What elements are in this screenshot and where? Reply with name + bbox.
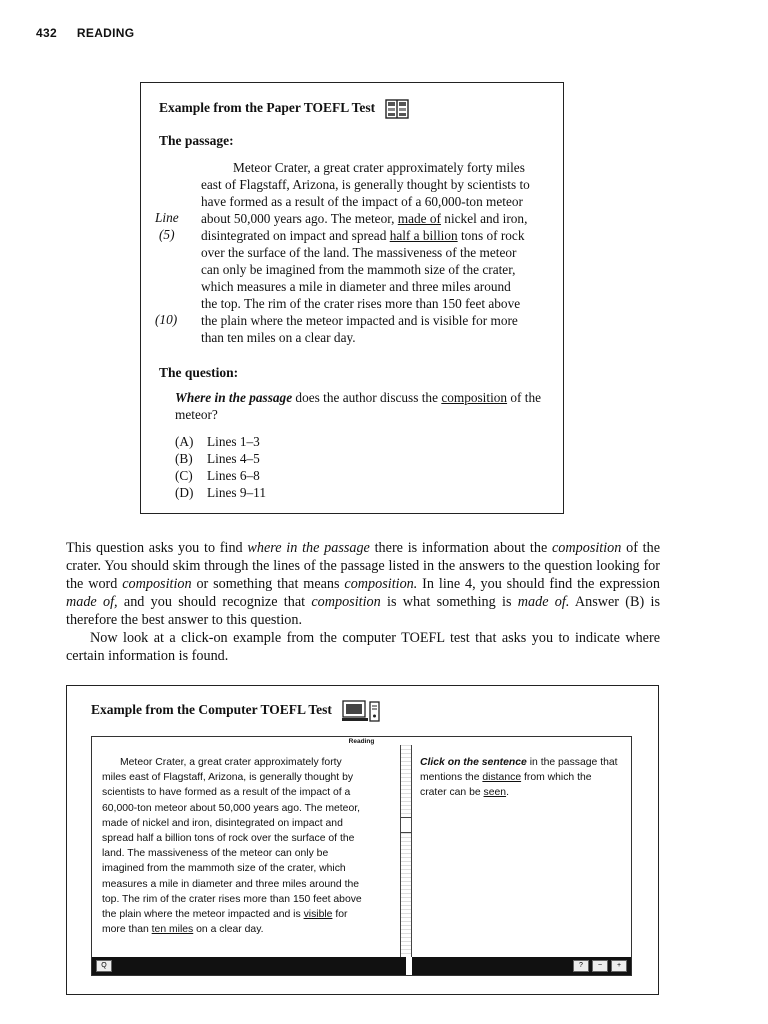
sentence[interactable]: top. The rim of the crater rises more than 150 feet above [102,893,362,905]
sentence[interactable]: imagined from the mammoth size of the crater, which [102,863,346,875]
underline-visible: visible [303,909,333,921]
sentence[interactable]: measures a mile in diameter and three miles around the [102,878,360,890]
paper-example-box [140,82,564,514]
computer-icon [341,700,381,722]
underline-ten-miles: ten miles [151,924,194,936]
choice-c[interactable]: (C) Lines 6–8 [175,468,260,483]
toolbar-divider [406,957,412,975]
computer-example-box [66,685,659,995]
line-marker-line: Line [155,210,179,225]
passage-line: disintegrated on impact and spread half a billion tons of rock [201,228,525,243]
quit-button[interactable]: Q [96,960,112,972]
passage-line: east of Flagstaff, Arizona, is generally thought by scientists to [201,177,530,192]
choice-b[interactable]: (B) Lines 4–5 [175,451,260,466]
choice-a[interactable]: (A) Lines 1–3 [175,434,260,449]
paper-passage [201,159,571,346]
passage-line: the top. The rim of the crater rises more than 150 feet above [201,296,521,311]
instruction-text: Click on the sentence in the passage that mentions the distance from which the crater can be seen. [420,757,618,798]
sentence[interactable]: spread half a billion tons of rock over the surface of the [102,833,355,845]
explanation-text [66,539,660,665]
test-screen [91,736,632,976]
underline-made-of: made of [397,211,441,226]
scrollbar-thumb[interactable] [401,817,411,833]
help-button[interactable]: ? [573,960,589,972]
underline-half-a-billion: half a billion [389,228,458,243]
answer-choices [175,433,266,501]
confirm-button[interactable]: ~ [592,960,608,972]
passage-label: The passage: [159,133,234,148]
page-header [36,26,134,40]
page-number: 432 [36,26,57,40]
explanation-paragraph-2: Now look at a click-on example from the computer TOEFL test that asks you to indicate where certain information is found. [66,630,660,664]
sentence[interactable]: the plain where the meteor impacted and is visible for [102,909,348,921]
passage-line: the plain where the meteor impacted and is visible for more [201,313,518,328]
question-text: Where in the passage does the author discuss the composition of the meteor? [175,390,542,422]
line-marker-5: (5) [159,227,175,242]
screen-passage [102,755,394,937]
passage-line: than ten miles on a clear day. [201,330,356,345]
sentence[interactable]: made of nickel and iron, disintegrated on impact and [102,817,343,829]
line-marker-10: (10) [155,312,178,327]
passage-line: can only be imagined from the mammoth size of the crater, [201,262,516,277]
passage-line: about 50,000 years ago. The meteor, made of nickel and iron, [201,211,528,226]
sentence[interactable]: miles east of Flagstaff, Arizona, is generally thought by [102,772,354,784]
sentence[interactable]: more than ten miles on a clear day. [102,924,264,936]
passage-line: over the surface of the land. The massiveness of the meteor [201,245,517,260]
sentence[interactable]: Meteor Crater, a great crater approximately forty [120,757,342,768]
screen-header: Reading [348,738,375,745]
sentence[interactable]: scientists to have formed as a result of the impact of a [102,787,351,799]
next-button[interactable]: + [611,960,627,972]
test-toolbar [92,957,631,975]
explanation-paragraph-1: This question asks you to find where in the passage there is information about the composition of the crater. You should skim through the lines of the passage listed in the answers to the question looking for the word composition or something that means composition. In line 4, you should find the expression made of, and you should recognize that composition is what something is made of. Answer (B) is therefore the best answer to this question. [66,540,661,628]
passage-line: have formed as a result of the impact of a 60,000-ton meteor [201,194,523,209]
computer-example-title: Example from the Computer TOEFL Test [91,700,381,722]
paper-example-title: Example from the Paper TOEFL Test [159,99,409,119]
passage-line: which measures a mile in diameter and three miles around [201,279,511,294]
book-icon [385,99,409,119]
sentence[interactable]: 60,000-ton meteor about 50,000 years ago. The meteor, [102,802,361,814]
choice-d[interactable]: (D) Lines 9–11 [175,485,266,500]
question-label: The question: [159,365,239,380]
sentence[interactable]: land. The massiveness of the meteor can only be [102,848,329,860]
passage-line: Meteor Crater, a great crater approximately forty miles [233,160,525,175]
section-title: READING [76,26,135,40]
passage-scrollbar[interactable] [400,745,412,957]
